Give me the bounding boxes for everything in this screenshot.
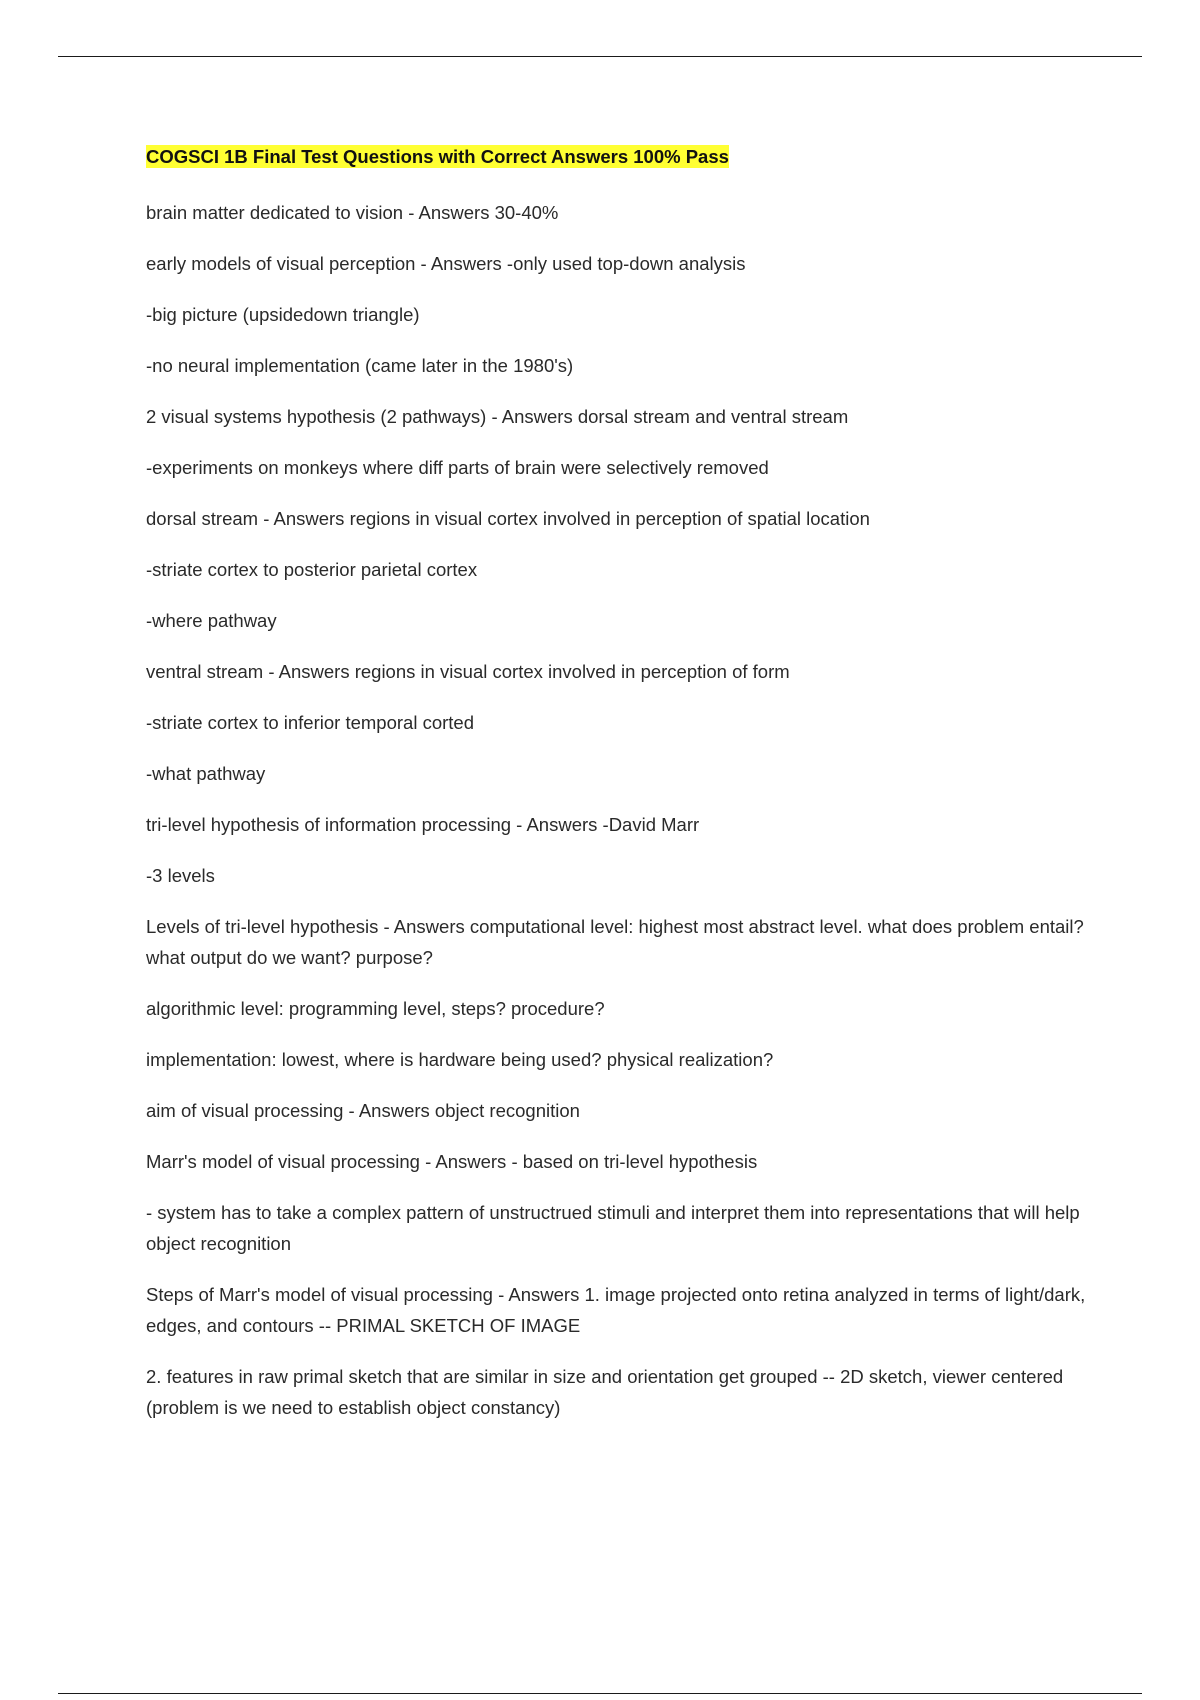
paragraph: -experiments on monkeys where diff parts of brain were selectively removed — [146, 457, 769, 478]
paragraph: dorsal stream - Answers regions in visual cortex involved in perception of spatial location — [146, 508, 870, 529]
paragraph: -striate cortex to inferior temporal corted — [146, 712, 474, 733]
page-bottom-rule — [58, 1693, 1142, 1694]
paragraph: tri-level hypothesis of information processing - Answers -David Marr — [146, 814, 700, 835]
paragraph: Steps of Marr's model of visual processing - Answers 1. image projected onto retina analyzed in terms of light/dark, edges, and contours -- PRIMAL SKETCH OF IMAGE — [146, 1284, 1086, 1336]
paragraph-list — [146, 197, 1096, 1423]
paragraph: Levels of tri-level hypothesis - Answers computational level: highest most abstract level. what does problem entail? what output do we want? purpose? — [146, 916, 1084, 968]
paragraph: ventral stream - Answers regions in visual cortex involved in perception of form — [146, 661, 790, 682]
document-body — [146, 146, 1096, 1443]
paragraph: brain matter dedicated to vision - Answers 30-40% — [146, 202, 559, 223]
paragraph: 2 visual systems hypothesis (2 pathways) - Answers dorsal stream and ventral stream — [146, 406, 849, 427]
paragraph: -no neural implementation (came later in the 1980's) — [146, 355, 574, 376]
paragraph: early models of visual perception - Answers -only used top-down analysis — [146, 253, 746, 274]
paragraph: aim of visual processing - Answers object recognition — [146, 1100, 580, 1121]
document-title: COGSCI 1B Final Test Questions with Correct Answers 100% Pass — [146, 146, 729, 167]
paragraph: 2. features in raw primal sketch that are similar in size and orientation get grouped -- 2D sketch, viewer centered (problem is we need to establish object constancy) — [146, 1366, 1064, 1418]
paragraph: -big picture (upsidedown triangle) — [146, 304, 420, 325]
paragraph: algorithmic level: programming level, steps? procedure? — [146, 998, 605, 1019]
paragraph: Marr's model of visual processing - Answers - based on tri-level hypothesis — [146, 1151, 758, 1172]
paragraph: -striate cortex to posterior parietal cortex — [146, 559, 478, 580]
paragraph: - system has to take a complex pattern of unstructrued stimuli and interpret them into representations that will help object recognition — [146, 1202, 1080, 1254]
title-line — [146, 146, 1096, 170]
paragraph: -where pathway — [146, 610, 277, 631]
page-top-rule — [58, 56, 1142, 57]
paragraph: -what pathway — [146, 763, 266, 784]
paragraph: -3 levels — [146, 865, 215, 886]
paragraph: implementation: lowest, where is hardware being used? physical realization? — [146, 1049, 774, 1070]
